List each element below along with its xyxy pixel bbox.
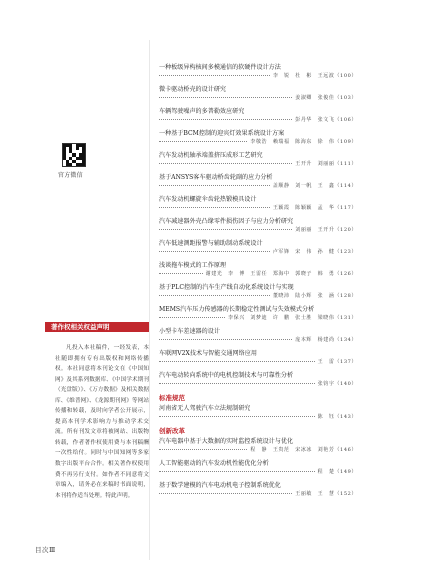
page-footer: 目次Ⅲ xyxy=(35,546,56,554)
authors-text: 王 雷 xyxy=(317,359,335,365)
toc-entry-meta xyxy=(159,292,357,299)
toc-entry-title[interactable]: 车联网V2X技术与智能交通网络应用 xyxy=(159,350,257,357)
leader-dots xyxy=(159,317,225,318)
toc-entry[interactable] xyxy=(159,480,357,502)
leader-dots xyxy=(159,383,315,384)
toc-entry-meta xyxy=(159,336,357,343)
toc-entry-meta xyxy=(159,182,357,189)
leader-dots xyxy=(159,229,292,230)
toc-entry[interactable] xyxy=(159,282,357,304)
toc-entry-authors: 李敬浩 赖瑞福 陈海东 徐 伟（109） xyxy=(250,139,357,145)
toc-entry[interactable] xyxy=(159,458,357,480)
toc-entry-authors: 陈 钰（143） xyxy=(317,414,357,420)
toc-entry-title[interactable]: 汽车电器中基于大数据的实时监控系统设计与优化 xyxy=(159,438,294,445)
leader-dots xyxy=(159,163,292,164)
toc-entry[interactable] xyxy=(159,128,357,150)
toc-entry-title[interactable]: 河南省无人驾驶汽车立法规制研究 xyxy=(159,405,251,412)
authors-text: 盖顺静 刘一帆 王 鑫 xyxy=(272,183,335,189)
page-number: 149 xyxy=(340,469,352,475)
toc-entry-authors: 董晓沛 陆小辉 张 涵（128） xyxy=(272,293,357,299)
leader-dots xyxy=(159,185,270,186)
leader-dots xyxy=(159,493,292,494)
toc-entry-authors: 王丽敏 王 慧（152） xyxy=(295,491,357,497)
authors-text: 谢建光 李 博 王雷任 郑海中 郭晓子 韩 勇 xyxy=(205,271,335,277)
toc-entry[interactable] xyxy=(159,304,357,326)
toc-entry-authors: 卢军锋 宋 伟 孙 健（123） xyxy=(272,249,357,255)
leader-dots xyxy=(159,339,292,340)
toc-entry[interactable] xyxy=(159,436,357,458)
toc-entry-title[interactable]: 浅谈拖车模式的工作原理 xyxy=(159,262,227,269)
toc-entry-meta xyxy=(159,204,357,211)
toc-entry-meta xyxy=(159,226,357,233)
toc-entry-title[interactable]: 汽车低速测距报警与辅助制动系统设计 xyxy=(159,240,263,247)
toc-entry-authors: 庞本辉 杨建尚（134） xyxy=(295,337,357,343)
authors-text: 董晓沛 陆小辉 张 涵 xyxy=(272,293,335,299)
toc-entry-title[interactable]: 汽车电动转向系统中的电机控制技术与可靠性分析 xyxy=(159,372,294,379)
page-number: 100 xyxy=(340,73,352,79)
toc-entry[interactable] xyxy=(159,348,357,370)
table-of-contents xyxy=(159,62,357,502)
divider xyxy=(149,40,150,560)
rights-text xyxy=(55,343,149,501)
authors-text: 卢军锋 宋 伟 孙 健 xyxy=(272,249,335,255)
qr-module xyxy=(82,163,85,166)
toc-entry-meta xyxy=(159,446,357,453)
authors-text: 陈 钰 xyxy=(317,414,335,420)
toc-entry-title[interactable]: 一种板级异构核间多模通信的软硬件设计方法 xyxy=(159,64,281,71)
toc-entry-meta xyxy=(159,490,357,497)
page-number: 123 xyxy=(340,249,352,255)
leader-dots xyxy=(159,416,315,417)
toc-entry-title[interactable]: 汽车发动机轴承端盖挤压成形工艺研究 xyxy=(159,152,263,159)
page-number: 146 xyxy=(340,447,352,453)
toc-entry-authors: 王颖霞 陈颖颖 孟 华（117） xyxy=(272,205,357,211)
toc-entry[interactable] xyxy=(159,106,357,128)
authors-text: 彭丹华 张文飞 xyxy=(295,117,335,123)
leader-dots xyxy=(159,295,270,296)
toc-entry-meta xyxy=(159,116,357,123)
toc-entry-meta xyxy=(159,358,357,365)
rights-paragraph: 凡投入本社稿件，一经发表，本社随即拥有专有出版权和网络传播权。本社同意将本刊论文在《中国知网》及其系列数据库、《中国学术期刊（光盘版）》、《万方数据》及相关数据库、《维普网》、《龙源期刊网》等网站传播和转载，及时向学者公开展示，提高本刊学术影响力与推动学术交流。所有刊发文章将被网站、出版物转载，作者著作权使用费与本刊稿酬一次性给付。同时与中国知网等多家数字出版平台合作。相关著作权使用费不再另行支付。如作者不同意将文章编入，请务必在来稿时书面说明，本刊将作适当处理。特此声明。 xyxy=(55,345,149,499)
page-number: 114 xyxy=(340,183,352,189)
toc-entry[interactable] xyxy=(159,194,357,216)
toc-entry-title[interactable]: 基于数学建模的汽车电动机电子控制系统优化 xyxy=(159,482,281,489)
toc-entry-title[interactable]: 基于ANSYS客车驱动桥齿轮副的应力分析 xyxy=(159,174,273,181)
leader-dots xyxy=(159,141,247,142)
leader-dots xyxy=(159,97,292,98)
authors-text: 王颖霞 陈颖颖 孟 华 xyxy=(272,205,335,211)
toc-entry[interactable] xyxy=(159,84,357,106)
toc-entry-title[interactable]: 汽车发动机螺旋伞齿轮热锻模具设计 xyxy=(159,196,257,203)
toc-entry[interactable] xyxy=(159,62,357,84)
page-number: 111 xyxy=(340,161,352,167)
toc-entry-authors: 王开升 刘丽丽（111） xyxy=(295,161,357,167)
page-number: 134 xyxy=(340,337,352,343)
toc-entry[interactable] xyxy=(159,403,357,425)
leader-dots xyxy=(159,119,292,120)
qr-code-icon xyxy=(62,143,86,167)
authors-text: 庞本辉 杨建尚 xyxy=(295,337,335,343)
page-number: 140 xyxy=(340,381,352,387)
authors-text: 李保兴 刘梦迪 许 鹏 张士胜 梁晓伟 xyxy=(228,315,335,321)
toc-entry-authors: 盖顺静 刘一帆 王 鑫（114） xyxy=(272,183,357,189)
toc-entry[interactable] xyxy=(159,238,357,260)
toc-entry-authors: 李保兴 刘梦迪 许 鹏 张士胜 梁晓伟（131） xyxy=(228,315,357,321)
page-number: 128 xyxy=(340,293,352,299)
toc-entry-title[interactable]: 汽车减速器外壳凸缘零件损伤因子与应力分析研究 xyxy=(159,218,294,225)
leader-dots xyxy=(159,273,203,274)
section-heading: 创新改革 xyxy=(159,427,185,435)
toc-entry-authors: 彭丹华 张文飞（106） xyxy=(295,117,357,123)
authors-text: 李敬浩 赖瑞福 陈海东 徐 伟 xyxy=(250,139,335,145)
page-number: 117 xyxy=(340,205,352,211)
toc-entry-title[interactable]: 人工智能驱动的汽车发动机性能优化分析 xyxy=(159,460,269,467)
toc-entry-title[interactable]: 基于PLC控制的汽车生产线自动化系统设计与实现 xyxy=(159,284,294,291)
toc-entry[interactable] xyxy=(159,326,357,348)
page-number: 152 xyxy=(340,491,352,497)
authors-text: 王开升 刘丽丽 xyxy=(295,161,335,167)
authors-text: 姜淑卿 张俊佳 xyxy=(295,95,335,101)
toc-entry-authors: 姜淑卿 张俊佳（103） xyxy=(295,95,357,101)
authors-text: 王丽敏 王 慧 xyxy=(295,491,335,497)
page-number: 137 xyxy=(340,359,352,365)
toc-entry-title[interactable]: 一种基于BCM控制的迎宾灯效果系统设计方案 xyxy=(159,130,285,137)
page-number: 120 xyxy=(340,227,352,233)
page-number: 126 xyxy=(340,271,352,277)
authors-text: 张钧宇 xyxy=(317,381,335,387)
toc-entry-title[interactable]: MEMS汽车压力传感器的长期稳定性测试与失效模式分析 xyxy=(159,306,315,313)
toc-entry-meta xyxy=(159,314,357,321)
rights-title: 著作权相关权益声明 xyxy=(45,322,149,332)
page-number: 109 xyxy=(340,139,352,145)
leader-dots xyxy=(159,471,315,472)
page-number: 143 xyxy=(340,414,352,420)
authors-text: 刘丽丽 王开升 xyxy=(295,227,335,233)
leader-dots xyxy=(159,361,315,362)
toc-entry[interactable] xyxy=(159,370,357,392)
toc-entry-meta xyxy=(159,72,357,79)
leader-dots xyxy=(159,207,270,208)
toc-entry[interactable] xyxy=(159,260,357,282)
toc-entry-meta xyxy=(159,248,357,255)
toc-entry-meta xyxy=(159,270,357,277)
toc-entry-meta xyxy=(159,380,357,387)
toc-entry-meta xyxy=(159,468,357,475)
toc-entry[interactable] xyxy=(159,216,357,238)
page-number: 103 xyxy=(340,95,352,101)
leader-dots xyxy=(159,449,247,450)
toc-entry[interactable] xyxy=(159,150,357,172)
toc-entry-title[interactable]: 微卡驱动桥壳的设计研究 xyxy=(159,86,227,93)
page-number: 106 xyxy=(340,117,352,123)
qr-label: 官方微信 xyxy=(58,172,83,179)
toc-entry-meta xyxy=(159,413,357,420)
toc-entry-authors: 程 楚（149） xyxy=(317,469,357,475)
leader-dots xyxy=(159,75,270,76)
section-heading: 标准规范 xyxy=(159,394,185,402)
toc-entry-authors: 王 雷（137） xyxy=(317,359,357,365)
leader-dots xyxy=(159,251,270,252)
toc-entry-meta xyxy=(159,94,357,101)
authors-text: 程 楚 xyxy=(317,469,335,475)
toc-entry-meta xyxy=(159,138,357,145)
toc-entry-meta xyxy=(159,160,357,167)
page-number: 131 xyxy=(340,315,352,321)
toc-entry[interactable] xyxy=(159,172,357,194)
left-sidebar xyxy=(0,0,150,583)
toc-entry-authors: 谢建光 李 博 王雷任 郑海中 郭晓子 韩 勇（126） xyxy=(205,271,357,277)
toc-entry-authors: 张钧宇（140） xyxy=(317,381,357,387)
toc-entry-authors: 程 静 王贵范 宋冰冰 刘艳芳（146） xyxy=(250,447,357,453)
toc-entry-authors: 李 锐 杜 彬 王远波（100） xyxy=(272,73,357,79)
authors-text: 程 静 王贵范 宋冰冰 刘艳芳 xyxy=(250,447,335,453)
toc-entry-title[interactable]: 车辆驾驶噪声的多普勒效应研究 xyxy=(159,108,245,115)
toc-entry-title[interactable]: 小型卡车差速器的设计 xyxy=(159,328,220,335)
toc-entry-authors: 刘丽丽 王开升（120） xyxy=(295,227,357,233)
authors-text: 李 锐 杜 彬 王远波 xyxy=(272,73,335,79)
